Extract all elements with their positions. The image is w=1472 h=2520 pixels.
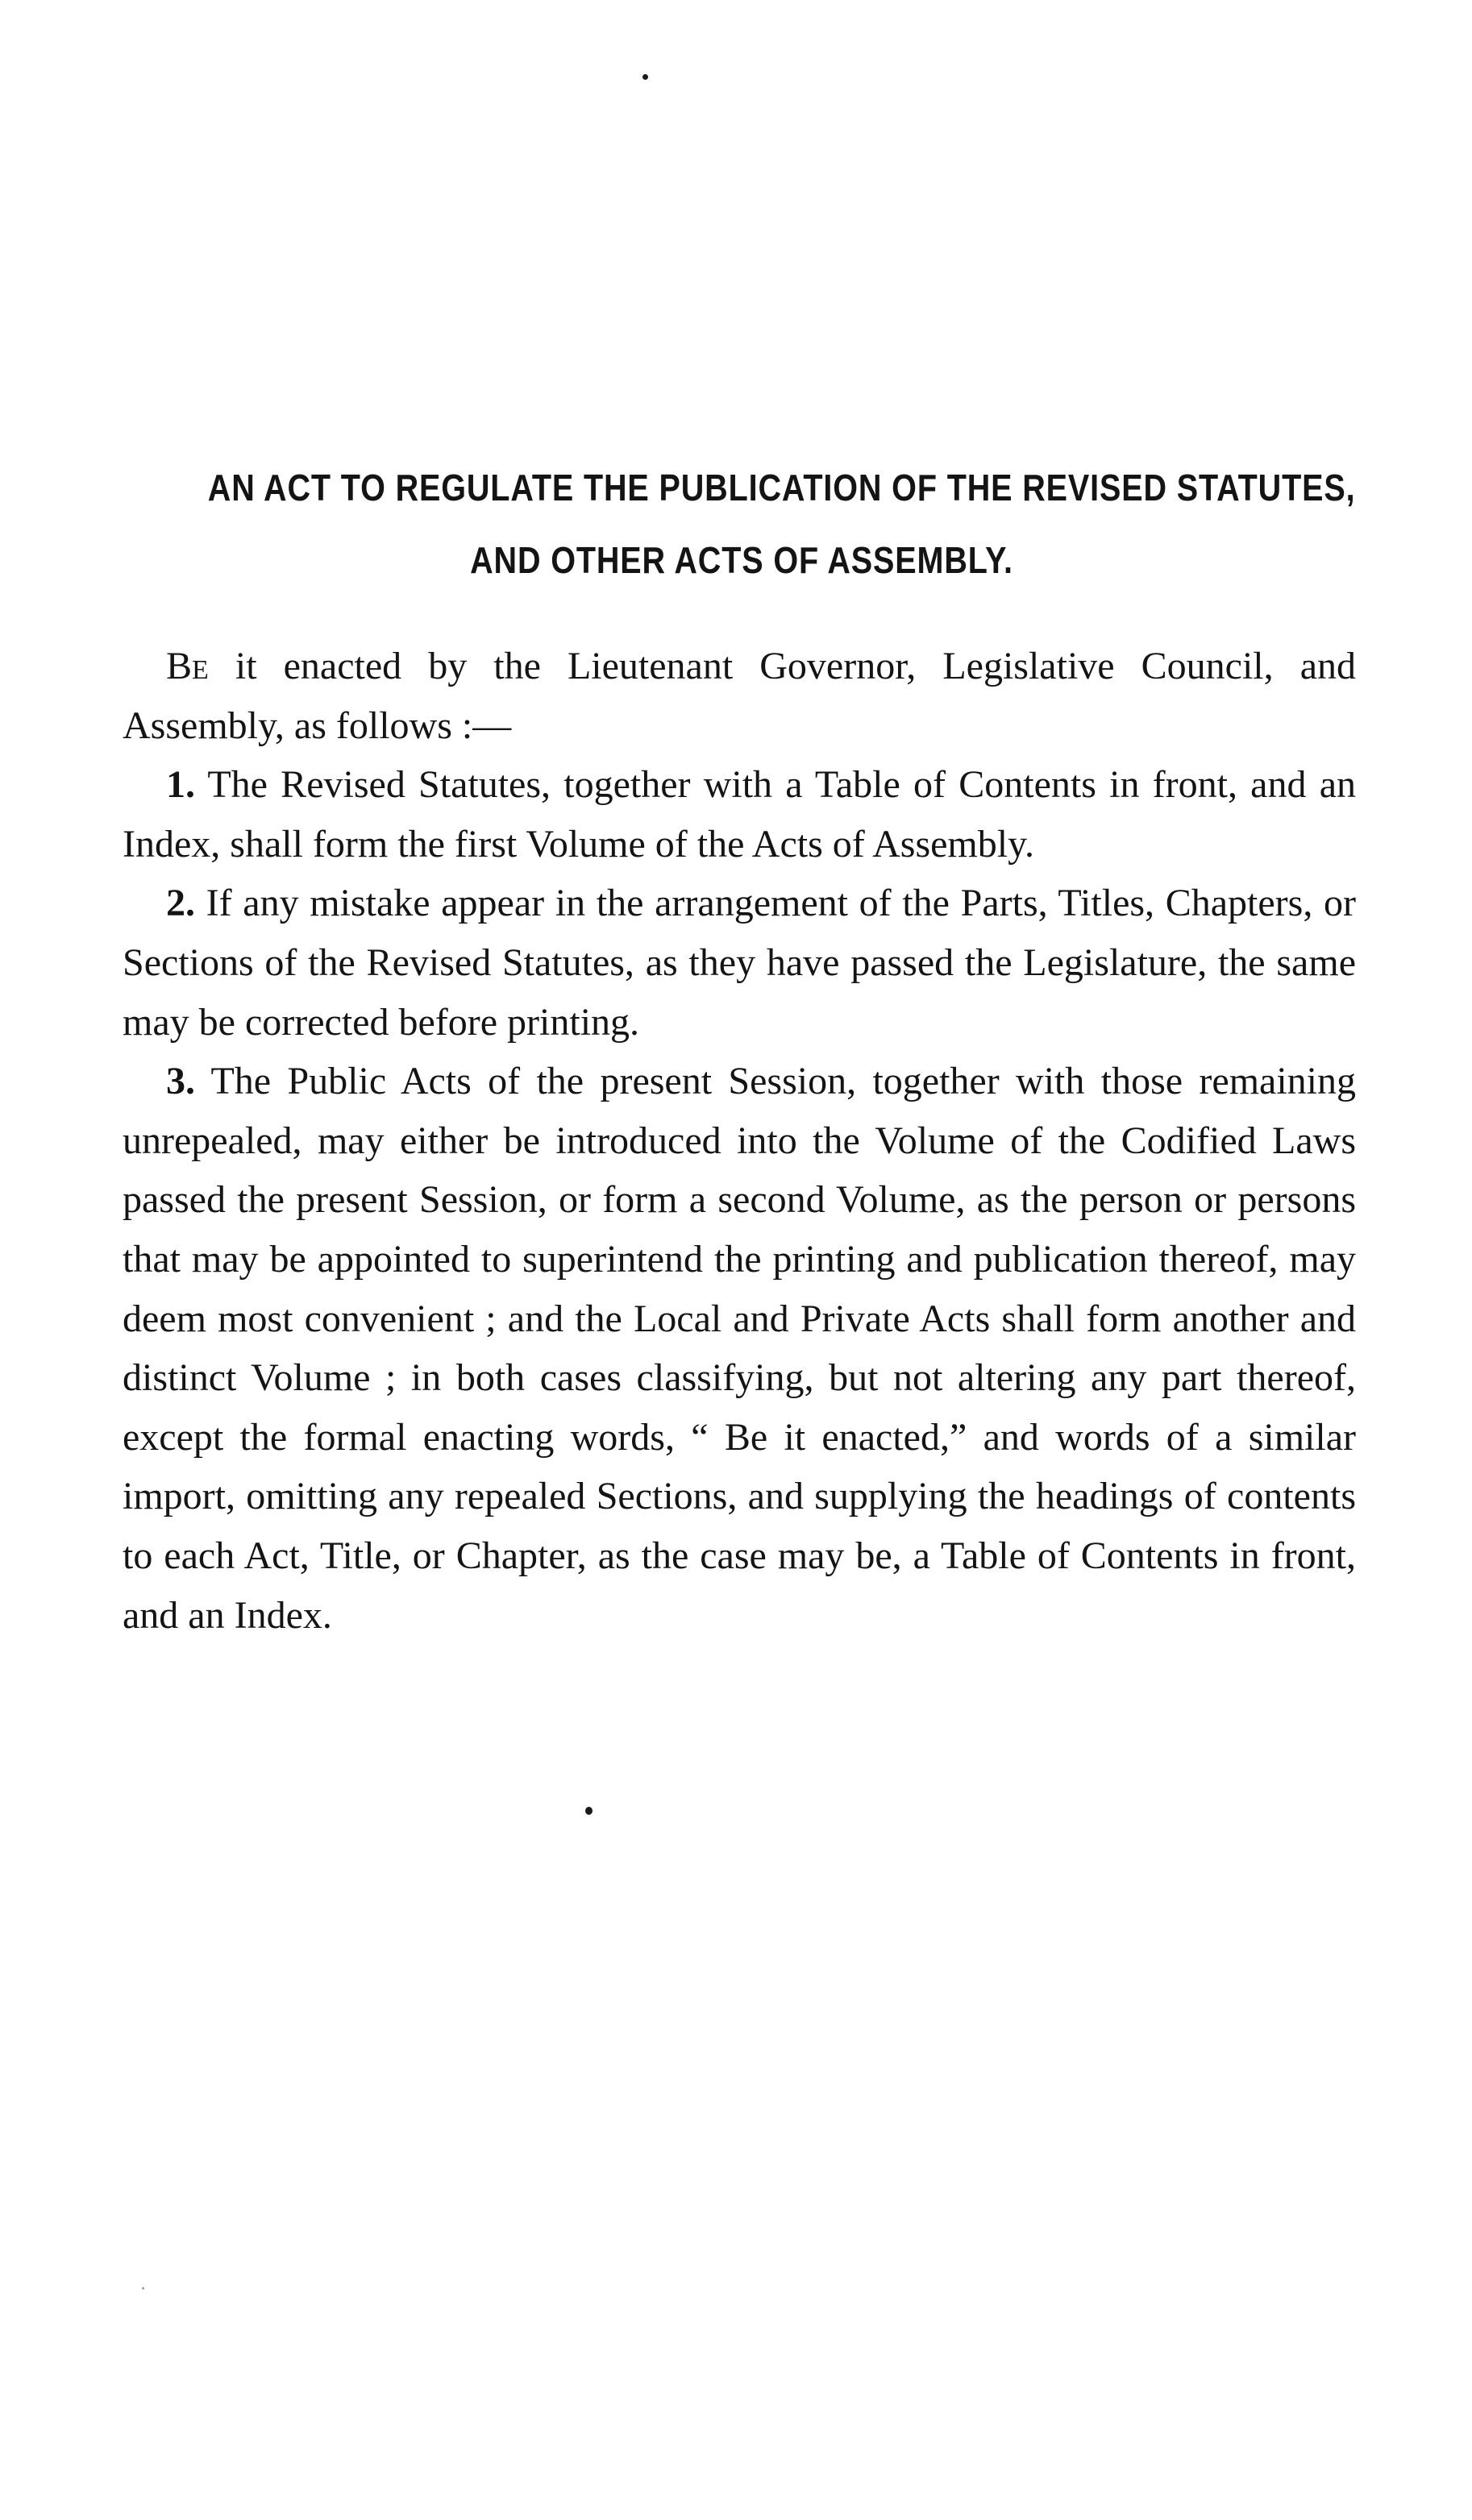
section-2: [123, 874, 1356, 1052]
section-3-number: 3.: [166, 1060, 195, 1103]
print-speck-middle: [585, 1807, 593, 1815]
act-title-line-1: AN ACT TO REGULATE THE PUBLICATION OF THE REVISED STATUTES,: [207, 467, 1356, 509]
enacting-clause: [123, 637, 1356, 755]
section-3: [123, 1052, 1356, 1645]
section-3-text: The Public Acts of the present Session, together with those remaining unrepealed, may either be introduced into the Volume of the Codified Laws passed the present Session, or form a second Volume, as the person or persons that may be appointed to superintend the printing and publication thereof, may deem most convenient ; and the Local and Private Acts shall form another and distinct Volume ; in both cases classifying, but not altering any part thereof, except the formal enacting words, “ Be it enacted,” and words of a similar import, omitting any repealed Sections, and supplying the headings of contents to each Act, Title, or Chapter, as the case may be, a Table of Contents in front, and an Index.: [123, 1060, 1356, 1637]
enacting-clause-lead: Be: [166, 645, 209, 687]
print-speck-top: [642, 74, 648, 80]
act-body: [123, 637, 1356, 1645]
section-1-text: The Revised Statutes, together with a Table of Contents in front, and an Index, shall form the first Volume of the Acts of Assembly.: [123, 763, 1356, 866]
section-2-text: If any mistake appear in the arrangement of the Parts, Titles, Chapters, or Sections of the Revised Statutes, as they have passed the Legislature, the same may be corrected before printing.: [123, 882, 1356, 1044]
section-2-number: 2.: [166, 882, 195, 925]
print-speck-bottom: [142, 2287, 144, 2290]
act-title: [207, 451, 1356, 596]
section-1: [123, 755, 1356, 874]
enacting-clause-text: it enacted by the Lieutenant Governor, Legislative Council, and Assembly, as follows :—: [123, 645, 1356, 747]
section-1-number: 1.: [166, 763, 195, 807]
act-title-line-2: AND OTHER ACTS OF ASSEMBLY.: [470, 539, 1013, 581]
